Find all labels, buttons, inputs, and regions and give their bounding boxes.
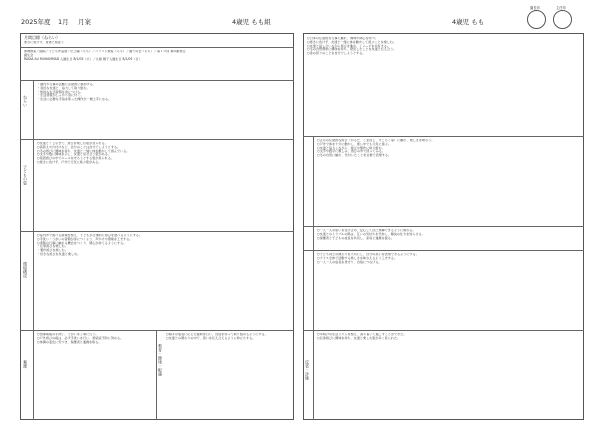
right-section2-text: ○正月の伝統的な遊び（かるた、こま回し、すごろく等）に触れ、楽しさを味わう。 ○戸外で体を十分に動かし、寒い中でも元気に遊ぶ。 ○友達と協力しながら、遊びや製作に取り組む。 ○文字や数字に親しみ、遊びの中で使ってみる。 ○冬の自然に触れ、気付いたことを言葉で表現する。 (317, 139, 435, 158)
child-label: 子どもの姿 (23, 165, 28, 185)
month-label: 1月 (58, 18, 69, 26)
child-text: ○友達とくじ引きで、遊びを楽しむ姿が見られる。 ○着替えや片付けなど、自分のことは自分でしようとする。 ○冬の遊びに興味を持ち、友達と一緒に体を動かして遊んでいる。 ○文字や数に興味を示し、友達と見せ合う姿がある。 ○集団遊びの中でルールを守ろうとする姿が見られる。 ○寒さに負けず、戸外で元気に遊ぶ姿がある。 (37, 142, 130, 164)
chief-stamp-label: 主任印 (556, 6, 566, 10)
aims-text: ・園内や行事の活動に意欲的に参加する。 ・身近な友達と、協力して取り組む。 ・知的な生活習慣を身につける。 ・生活習慣がしっかり身に付く。 ・生活に必要な手指を使った操作が一層上手になる。 (37, 83, 112, 102)
principal-stamp-label: 園長印 (530, 6, 540, 10)
right-section5-label: 反省・評価 (305, 360, 310, 380)
theme-text: 寒さに負けず、身体と遊ぼう (24, 41, 64, 44)
right-section3-text: ○一人一人の思いを受け止め、安心して自己発揮できるように関わる。 ○友達とのトラブルの際は、互いの気持ちを代弁し、解決の仕方を知らせる。 ○保護者と子どもの成長を共有し、家庭と連携を図る。 (317, 229, 425, 240)
care-text: ○食事前後の手洗い、うがいを丁寧に行う。 ○戸外遊びの後は、必ず手洗いを行い、感染症予防に努める。 ○体調の変化に気づき、保護者と連携を取る。 (37, 333, 124, 344)
theme-label: 月間目標（ねらい） (24, 35, 60, 40)
edu-label: 教育・健康・配慮 (158, 344, 163, 376)
principal-stamp-box (527, 10, 546, 29)
chief-stamp-box (553, 10, 572, 29)
right-section4-text: ○子ども同士の関わりを大切にし、自分の思いを表現できるようにする。 ○クラス全体で活動する楽しさを味わえるよう工夫する。 ○一人一人の成長を見守り、自信につなげる。 (317, 253, 419, 264)
right-class-label: 4歳児 もも (452, 18, 485, 26)
care-label: 養護 (23, 360, 28, 368)
year-label: 2025年度 (21, 18, 51, 26)
right-section5-text: ○年明けの生活リズムを整え、落ち着いて過ごすことができた。 ○伝承遊びに興味を持ち、友達と楽しむ姿が多く見られた。 (317, 333, 407, 340)
right-section1-text: ○日本の伝統的な行事に触れ、興味や関心を持つ。 ○寒さに負けず、友達と一緒に体を動かして遊ぶことを楽しむ。 ○友達と話し合いながら遊びを進め、イメージを共有する。 ○冬の自然現象に興味を持ち、発見したことを友達と伝え合う。 ○身の回りのことを自分でしようとする。 (307, 37, 397, 56)
plan-label: 月案 (78, 18, 91, 26)
edu-text: ○個々の成長に応じた援助を行い、自信を持って取り組めるようにする。 ○友達との関わりの中で、思いを伝え合えるように仲立ちする。 (166, 333, 268, 340)
left-class-label: 4歳児 もも組 (232, 18, 271, 26)
events-text: 体操教室／園庭／子ども作品展／尼土曜（もも）／パソコン教室（もも）／園での会（もも）／第１０回 異年齢遊び 誕生会 RADIA AU MUHAMMAD 入園生日 8/1/05（火）／九條 陽子入園生日 8/1/05（日） (24, 50, 186, 61)
env-text: ○室内外で遊べる環境を整え、子どもが主体的に遊びを選べるようにする。 ○手洗い・うがいの習慣が身につくよう、声かけや環境を工夫する。 ○季節の行事に触れる機会をつくり、関心が持てるようにする。 ・伝承遊びを楽しむ。 ・製作遊びを楽しむ。 ・好きな遊びを友達と楽しむ。 (37, 234, 142, 256)
aims-label: ねらい (23, 95, 28, 107)
env-label: 環境構成 (23, 262, 28, 278)
